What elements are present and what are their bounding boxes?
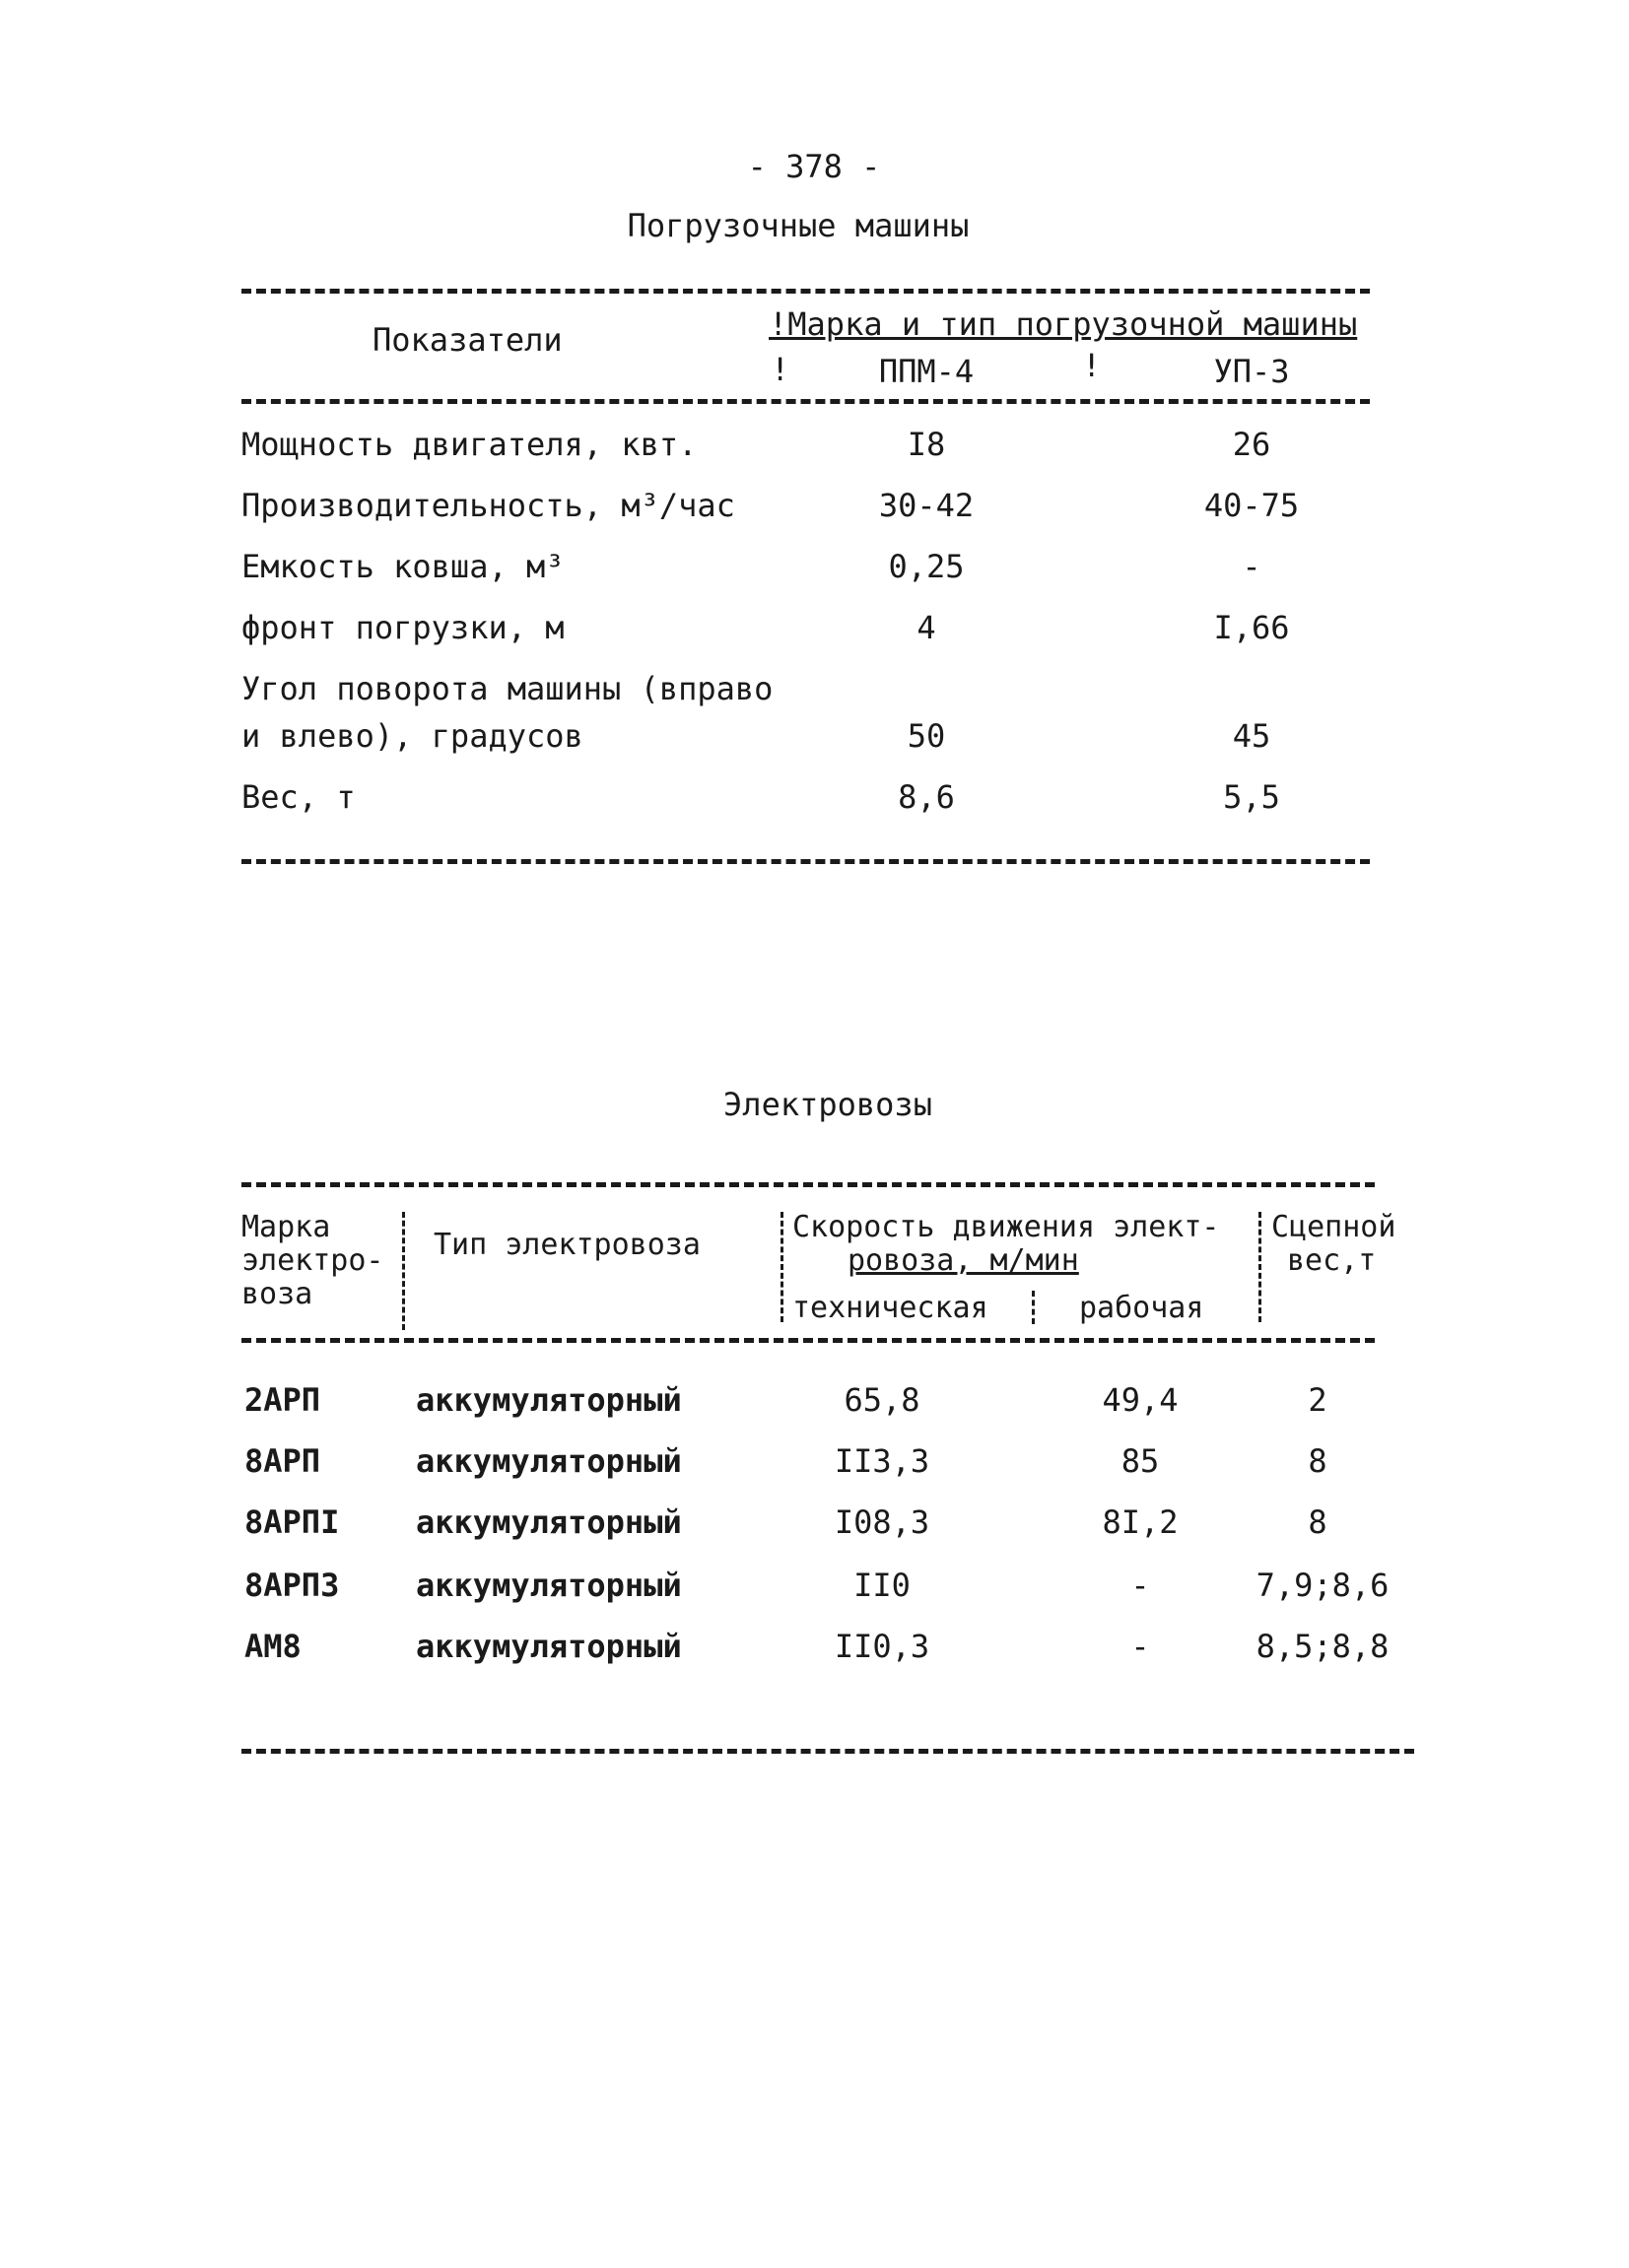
- table2-col-divider: [402, 1212, 405, 1330]
- table2-h-work: рабочая: [1079, 1291, 1204, 1325]
- table1-header-rule: [241, 399, 1370, 404]
- table2-title: Электровозы: [723, 1086, 932, 1123]
- table2-cell-type: аккумуляторный: [416, 1567, 682, 1604]
- table1-cell: I,66: [1213, 609, 1290, 646]
- table1-group-header: !Марка и тип погрузочной машины: [769, 305, 1358, 343]
- page-number: - 378 -: [747, 148, 881, 185]
- table2-cell-mark: 2АРП: [244, 1381, 321, 1419]
- table2-h-mark-3: воза: [241, 1277, 313, 1311]
- table2-cell-type: аккумуляторный: [416, 1628, 682, 1665]
- table2-cell-tech: 65,8: [844, 1381, 920, 1419]
- table1-col1-header: ППМ-4: [878, 353, 975, 390]
- table1-row-label: фронт погрузки, м: [241, 609, 565, 646]
- table2-cell-work: -: [1130, 1628, 1150, 1665]
- table2-cell-type: аккумуляторный: [416, 1503, 682, 1541]
- table2-col-divider: [1032, 1291, 1035, 1324]
- table2-cell-weight: 8: [1308, 1503, 1327, 1541]
- table2-cell-weight: 7,9;8,6: [1256, 1567, 1390, 1604]
- table1-row-label: Мощность двигателя, квт.: [241, 426, 698, 463]
- table2-h-type: Тип электровоза: [434, 1228, 701, 1262]
- table2-cell-tech: II0: [853, 1567, 911, 1604]
- table1-cell: 8,6: [898, 778, 955, 816]
- table1-title: Погрузочные машины: [627, 207, 970, 244]
- table1-header-label: Показатели: [373, 321, 563, 359]
- table2-cell-work: -: [1130, 1567, 1150, 1604]
- table2-cell-work: 85: [1120, 1442, 1160, 1480]
- table2-cell-mark: АМ8: [244, 1628, 302, 1665]
- table2-cell-tech: II3,3: [834, 1442, 930, 1480]
- table1-cell: 40-75: [1203, 487, 1300, 524]
- table1-cell: 45: [1232, 717, 1271, 755]
- table2-h-speed-2: ровоза, м/мин: [848, 1243, 1079, 1278]
- table2-h-mark-2: электро-: [241, 1243, 384, 1278]
- table2-h-mark-1: Марка: [241, 1210, 331, 1244]
- table1-cell: I8: [907, 426, 946, 463]
- table1-cell: 5,5: [1223, 778, 1280, 816]
- table1-row-label: и влево), градусов: [241, 717, 583, 755]
- table2-cell-weight: 2: [1308, 1381, 1327, 1419]
- table1-row-label: Угол поворота машины (вправо: [241, 670, 774, 707]
- table1-top-rule: [241, 289, 1370, 294]
- table2-cell-work: 8I,2: [1102, 1503, 1179, 1541]
- table2-cell-weight: 8: [1308, 1442, 1327, 1480]
- table1-sep2: !: [1082, 347, 1102, 384]
- table2-col-divider: [781, 1212, 783, 1322]
- table1-col2-header: УП-3: [1213, 353, 1290, 390]
- table1-cell: 30-42: [878, 487, 975, 524]
- table2-cell-tech: II0,3: [834, 1628, 930, 1665]
- table2-cell-weight: 8,5;8,8: [1256, 1628, 1390, 1665]
- table1-cell: 26: [1232, 426, 1271, 463]
- table2-cell-mark: 8АРП: [244, 1442, 321, 1480]
- table1-cell: 0,25: [888, 548, 965, 585]
- table2-cell-type: аккумуляторный: [416, 1381, 682, 1419]
- table2-h-weight-1: Сцепной: [1271, 1210, 1396, 1244]
- table1-cell: 4: [916, 609, 936, 646]
- table2-cell-type: аккумуляторный: [416, 1442, 682, 1480]
- table2-cell-tech: I08,3: [834, 1503, 930, 1541]
- table2-bottom-rule: [241, 1749, 1414, 1754]
- table1-sep1: !: [771, 351, 790, 388]
- table2-col-divider: [1258, 1212, 1261, 1322]
- table2-h-tech: техническая: [792, 1291, 988, 1325]
- table2-cell-mark: 8АРПI: [244, 1503, 340, 1541]
- table2-h-weight-2: вес,т: [1287, 1243, 1377, 1278]
- table2-top-rule: [241, 1182, 1375, 1187]
- table1-cell: -: [1242, 548, 1261, 585]
- table2-cell-work: 49,4: [1102, 1381, 1179, 1419]
- table1-bottom-rule: [241, 859, 1370, 864]
- table1-row-label: Производительность, м³/час: [241, 487, 735, 524]
- table1-row-label: Емкость ковша, м³: [241, 548, 565, 585]
- table1-cell: 50: [907, 717, 946, 755]
- table1-row-label: Вес, т: [241, 778, 356, 816]
- table2-header-rule: [241, 1338, 1375, 1343]
- table2-cell-mark: 8АРПЗ: [244, 1567, 340, 1604]
- table2-h-speed-1: Скорость движения элект-: [792, 1210, 1220, 1244]
